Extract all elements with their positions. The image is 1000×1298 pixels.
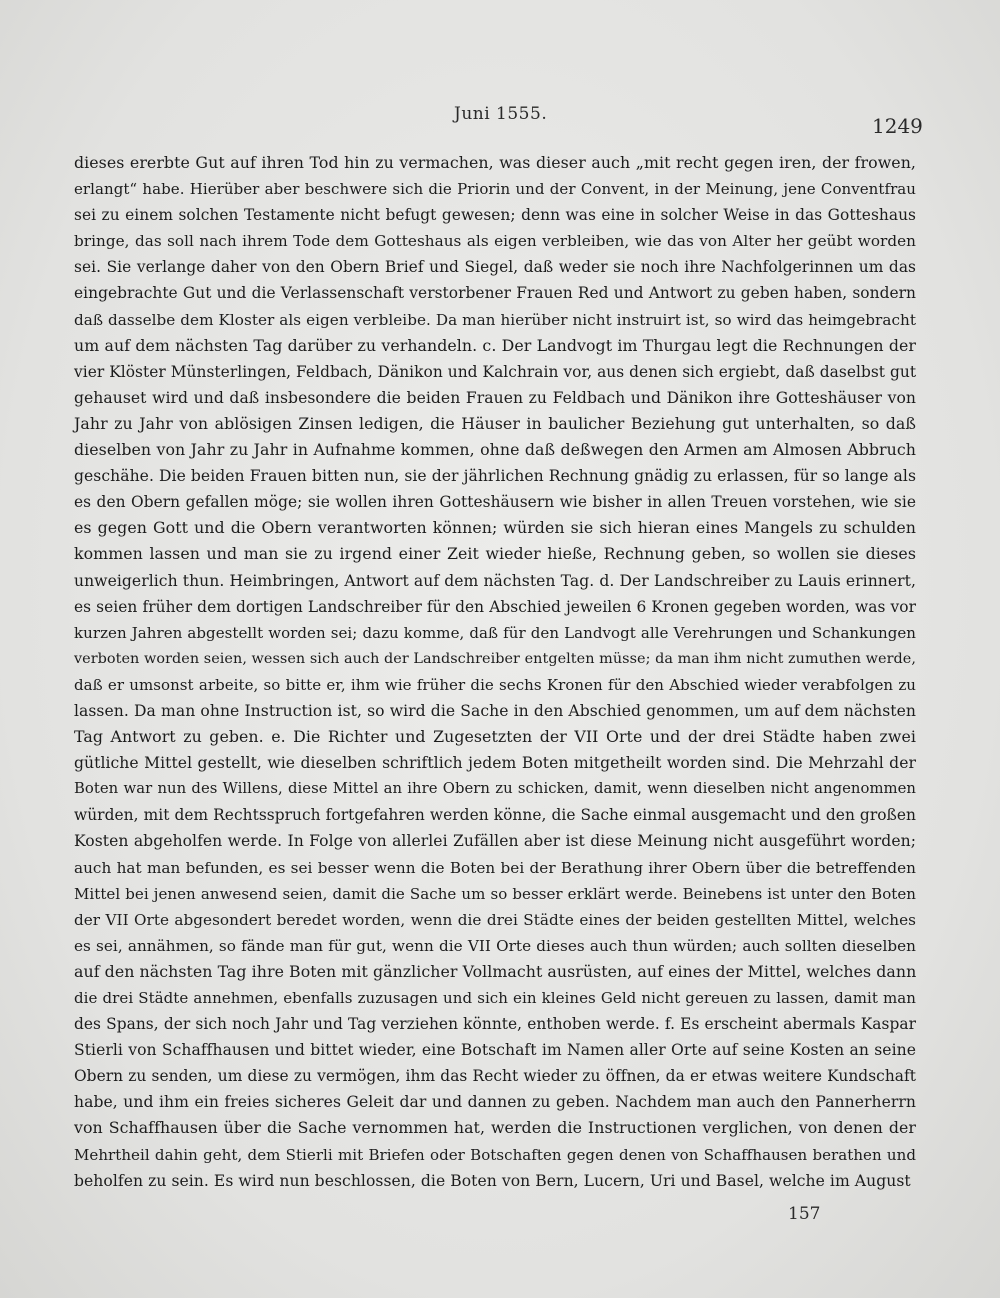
text-line: es den Obern gefallen möge; sie wollen ihren Gotteshäusern wie bisher in allen Treuen vorstehen, wie sie xyxy=(74,493,916,512)
text-line: unweigerlich thun. Heimbringen, Antwort auf dem nächsten Tag. d. Der Landschreiber zu Lauis erinnert, xyxy=(74,571,916,590)
text-line: daß er umsonst arbeite, so bitte er, ihm wie früher die sechs Kronen für den Abschied wieder verabfolgen zu xyxy=(74,675,916,694)
text-line: würden, mit dem Rechtsspruch fortgefahren werden könne, die Sache einmal ausgemacht und den großen xyxy=(74,806,916,825)
text-line: vier Klöster Münsterlingen, Feldbach, Dänikon und Kalchrain vor, aus denen sich ergiebt, daß daselbst gut xyxy=(74,362,917,381)
text-line: daß dasselbe dem Kloster als eigen verbleibe. Da man hierüber nicht instruirt ist, so wird das heimgebracht xyxy=(74,310,916,329)
text-line: erlangt“ habe. Hierüber aber beschwere sich die Priorin und der Convent, in der Meinung, jene Conventfrau xyxy=(74,180,916,199)
text-line: Mehrtheil dahin geht, dem Stierli mit Briefen oder Botschaften gegen denen von Schaffhausen berathen und xyxy=(74,1145,916,1164)
text-line: dieses ererbte Gut auf ihren Tod hin zu vermachen, was dieser auch „mit recht gegen iren, der frowen, xyxy=(74,153,916,172)
text-line: die drei Städte annehmen, ebenfalls zuzusagen und sich ein kleines Geld nicht gereuen zu lassen, damit man xyxy=(74,989,916,1007)
text-line: sei. Sie verlange daher von den Obern Brief und Siegel, daß weder sie noch ihre Nachfolgerinnen um das xyxy=(74,258,916,277)
text-line: geschähe. Die beiden Frauen bitten nun, sie der jährlichen Rechnung gnädig zu erlassen, für so lange als xyxy=(74,467,916,486)
text-line: auch hat man befunden, es sei besser wenn die Boten bei der Berathung ihrer Obern über die betreffenden xyxy=(74,858,916,877)
text-line: lassen. Da man ohne Instruction ist, so wird die Sache in den Abschied genommen, um auf dem nächsten xyxy=(74,701,916,720)
text-line: gütliche Mittel gestellt, wie dieselben schriftlich jedem Boten mitgetheilt worden sind. Die Mehrzahl der xyxy=(74,754,916,773)
text-line: kurzen Jahren abgestellt worden sei; dazu komme, daß für den Landvogt alle Verehrungen und Schankungen xyxy=(74,623,916,642)
text-line: Kosten abgeholfen werde. In Folge von allerlei Zufällen aber ist diese Meinung nicht ausgeführt worden; xyxy=(74,832,916,851)
text-line: von Schaffhausen über die Sache vernommen hat, werden die Instructionen verglichen, von denen der xyxy=(74,1118,916,1138)
text-line: Jahr zu Jahr von ablösigen Zinsen ledigen, die Häuser in baulicher Beziehung gut unterhalten, so daß xyxy=(74,413,916,433)
signature-mark: 157 xyxy=(788,1204,821,1224)
text-line: sei zu einem solchen Testamente nicht befugt gewesen; denn was eine in solcher Weise in das Gotteshaus xyxy=(74,206,916,225)
text-line: Tag Antwort zu geben. e. Die Richter und Zugesetzten der VII Orte und der drei Städte haben zwei xyxy=(74,727,916,747)
text-line: es gegen Gott und die Obern verantworten können; würden sie sich hieran eines Mangels zu schulden xyxy=(74,518,916,538)
text-line: dieselben von Jahr zu Jahr in Aufnahme kommen, ohne daß deßwegen den Armen am Almosen Abbruch xyxy=(74,440,916,460)
text-line: verboten worden seien, wessen sich auch der Landschreiber entgelten müsse; da man ihm nicht zumuthen werde, xyxy=(74,650,916,667)
text-line: Stierli von Schaffhausen und bittet wieder, eine Botschaft im Namen aller Orte auf seine Kosten an seine xyxy=(74,1041,916,1060)
text-line: gehauset wird und daß insbesondere die beiden Frauen zu Feldbach und Dänikon ihre Gotteshäuser von xyxy=(74,388,916,407)
text-line: Obern zu senden, um diese zu vermögen, ihm das Recht wieder zu öffnen, da er etwas weitere Kundschaft xyxy=(74,1067,916,1086)
text-line: es seien früher dem dortigen Landschreiber für den Abschied jeweilen 6 Kronen gegeben worden, was vor xyxy=(74,597,916,616)
text-line: um auf dem nächsten Tag darüber zu verhandeln. c. Der Landvogt im Thurgau legt die Rechnungen der xyxy=(74,335,916,355)
text-line: Boten war nun des Willens, diese Mittel an ihre Obern zu schicken, damit, wenn dieselben nicht angenommen xyxy=(74,780,916,798)
text-line: kommen lassen und man sie zu irgend einer Zeit wieder hieße, Rechnung geben, so wollen sie dieses xyxy=(74,544,916,564)
text-line: auf den nächsten Tag ihre Boten mit gänzlicher Vollmacht ausrüsten, auf eines der Mittel, welches dann xyxy=(74,961,917,981)
text-line: beholfen zu sein. Es wird nun beschlossen, die Boten von Bern, Lucern, Uri und Basel, welche im August xyxy=(74,1171,911,1190)
text-line: des Spans, der sich noch Jahr und Tag verziehen könnte, enthoben werde. f. Es erscheint abermals Kaspar xyxy=(74,1015,916,1034)
text-line: es sei, annähmen, so fände man für gut, wenn die VII Orte dieses auch thun würden; auch sollten dieselben xyxy=(74,936,916,955)
text-line: der VII Orte abgesondert beredet worden, wenn die drei Städte eines der beiden gestellten Mittel, welches xyxy=(74,910,916,929)
text-line: Mittel bei jenen anwesend seien, damit die Sache um so besser erklärt werde. Beinebens ist unter den Boten xyxy=(74,884,916,903)
text-line: bringe, das soll nach ihrem Tode dem Gotteshaus als eigen verbleiben, wie das von Alter her geübt worden xyxy=(74,232,916,251)
body-text xyxy=(74,150,916,1194)
running-head: Juni 1555. xyxy=(454,104,548,124)
text-line: eingebrachte Gut und die Verlassenschaft verstorbener Frauen Red und Antwort zu geben haben, sondern xyxy=(74,284,916,303)
text-line: habe, und ihm ein freies sicheres Geleit dar und dannen zu geben. Nachdem man auch den Pannerherrn xyxy=(74,1093,916,1112)
page-number: 1249 xyxy=(872,114,923,138)
